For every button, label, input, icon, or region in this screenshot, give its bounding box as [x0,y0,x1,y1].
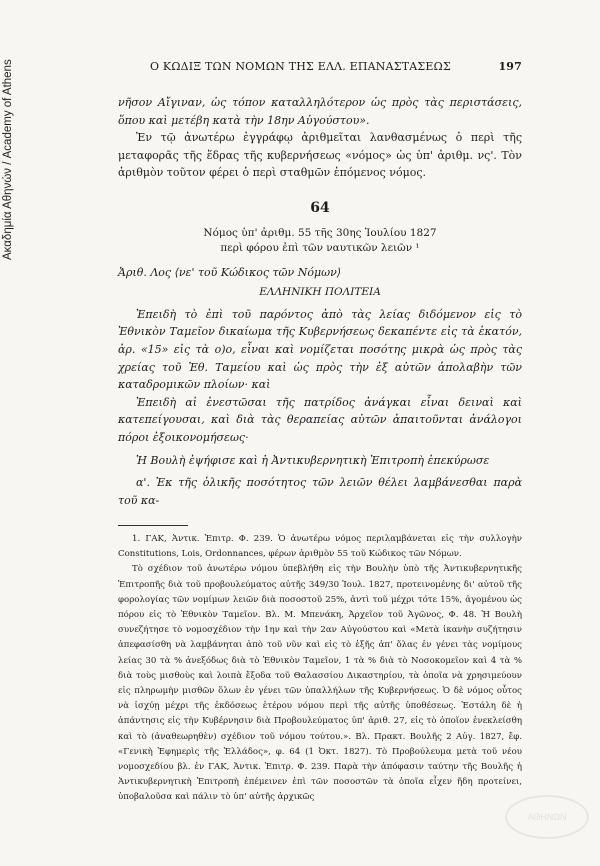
running-header-title: Ο ΚΩΔΙΞ ΤΩΝ ΝΟΜΩΝ ΤΗΣ ΕΛΛ. ΕΠΑΝΑΣΤΑΣΕΩΣ [150,60,451,73]
footnote-continuation: Τὸ σχέδιον τοῦ ἀνωτέρω νόμου ὑπεβλήθη εἰς τὴν Βουλὴν ὑπὸ τῆς Ἀντικυβερνητικῆς Ἐπιτροπῆς διὰ τοῦ προβουλεύματος αὐτῆς 349/30 Ἰουλ. 1827, προτεινομένης δι' αὐτοῦ τῆς φορολογίας τῶν νομίμων λειῶν διὰ ποσοστοῦ 25%, ἀντὶ τοῦ μέχρι τότε 15%, ἀγομένου ὡς πόρου εἰς τὸ Ἐθνικὸν Ταμεῖον. Βλ. Μ. Μπενάκη, Ἀρχεῖον τοῦ Ἀγῶνος, Φ. 48. Ἡ Βουλὴ συνεζήτησε τὸ νομοσχέδιον τὴν 1ην καὶ τὴν 2αν Αὐγούστου καὶ «Μετὰ ἱκανὴν συζήτησιν ἀπεφασίσθη νὰ λαμβάνηται ἀπὸ τοῦ νῦν καὶ εἰς τὸ ἑξῆς ἀπ' ὅλας ἐν γένει τὰς νομίμους λείας 30 τὰ % ἀνεξόδως διὰ τὸ Ἐθνικὸν Ταμεῖον, 1 τὰ % διὰ τὸ Νοσοκομεῖον καὶ 4 τὰ % διὰ τοὺς μισθοὺς καὶ λοιπὰ ἔξοδα τοῦ Θαλασσίου Δικαστηρίου, τὰ ὁποῖα νὰ χρησιμεύουν εἰς πληρωμὴν μισθῶν ὅλων ἐν γένει τῶν ὑπαλλήλων τῆς Κυβερνήσεως. Ὁ δὲ νόμος οὗτος νὰ ἰσχύῃ μέχρι τῆς ἐκδόσεως ἑτέρου νόμου περὶ τῆς αὐτῆς ὑποθέσεως. Ἐστάλη δὲ ἡ ἀπάντησις εἰς τὴν Κυβέρνησιν διὰ Προβουλεύματος ὑπ' ἀριθ. 27, εἰς τὸ ὁποῖον ἐνεκλείσθη καὶ τὸ (ἀναθεωρηθὲν) σχέδιον τοῦ νόμου τούτου.». Βλ. Πρακτ. Βουλῆς 2 Αὐγ. 1827, ἔφ. «Γενικὴ Ἐφημερὶς τῆς Ἑλλάδος», φ. 64 (1 Ὀκτ. 1827). Τὸ Προβούλευμα μετὰ τοῦ νέου νομοσχεδίου βλ. ἐν ΓΑΚ, Ἀντικ. Ἐπιτρ. Φ. 239. Παρὰ τὴν ἀπόφασιν ταύτην τῆς Βουλῆς ἡ Ἀντικυβερνητικὴ Ἐπιτροπὴ ἐπέμεινεν ἐπὶ τῶν ποσοστῶν τὰ ὁποῖα εἶχεν ἤδη προτείνει, ὑποβαλοῦσα καὶ πάλιν τὸ ὑπ' αὐτῆς ἀρχικῶς [118,564,522,803]
archive-watermark-label: Ακαδημία Αθηνών / Academy of Athens [2,59,14,260]
law-paragraph-2: Ἐπειδὴ αἱ ἐνεστῶσαι τῆς πατρίδος ἀνάγκαι εἶναι δειναὶ καὶ κατεπείγουσαι, καὶ διὰ τὰς θεραπείας αὐτῶν ἀπαιτοῦνται ἀνάλογοι πόροι ἐξοικονομήσεως· [118,395,522,444]
footnote-divider [118,525,188,526]
law-heading: Νόμος ὑπ' ἀριθμ. 55 τῆς 30ης Ἰουλίου 1827 [203,226,437,239]
footnotes [118,532,522,806]
law-subheading: περὶ φόρου ἐπὶ τῶν ναυτικῶν λειῶν ¹ [220,241,420,254]
law-number: 64 [310,199,330,216]
law-article-a: α'. Ἐκ τῆς ὁλικῆς ποσότητος τῶν λειῶν θέλει λαμβάνεσθαι παρὰ τοῦ κα- [118,476,522,507]
page-number: 197 [498,60,522,73]
footnote-1: 1. ΓΑΚ, Ἀντικ. Ἐπιτρ. Φ. 239. Ὁ ἀνωτέρω νόμος περιλαμβάνεται εἰς τὴν συλλογὴν Constitutions, Lois, Ordonnances, φέρων ἀριθμὸν 55 τοῦ Κώδικος τῶν Νόμων. [118,534,522,560]
main-text [118,94,522,509]
library-stamp: ΑΘΗΝΩΝ [505,795,589,839]
intro-paragraph: Ἐν τῷ ἀνωτέρω ἐγγράφῳ ἀριθμεῖται λανθασμένως ὁ περὶ τῆς μεταφορᾶς τῆς ἕδρας τῆς κυβερνήσεως «νόμος» ὡς ὑπ' ἀριθμ. νς'. Τὸν ἀριθμὸν τοῦτον φέρει ὁ περὶ σταθμῶν ἑπόμενος νόμος. [118,131,522,180]
law-enactment: Ἡ Βουλὴ ἐψήφισε καὶ ἡ Ἀντικυβερνητικὴ Ἐπιτροπὴ ἐπεκύρωσε [136,453,490,467]
law-paragraph-1: Ἐπειδὴ τὸ ἐπὶ τοῦ παρόντος ἀπὸ τὰς λείας διδόμενον εἰς τὸ Ἐθνικὸν Ταμεῖον δικαίωμα τῆς Κυβερνήσεως δεκαπέντε εἰς τὰ ἑκατόν, ἀρ. «15» εἰς τὰ ο)ο, εἶναι καὶ νομίζεται ποσότης μικρὰ ὡς πρὸς τὰς χρείας τοῦ Ἐθ. Ταμείου καὶ ὡς πρὸς τὴν ἐξ αὐτῶν ἀπολαβὴν τῶν καταδρομικῶν πλοίων· καὶ [118,307,522,392]
law-arith-line: Ἀριθ. Λος ⟨νε' τοῦ Κώδικος τῶν Νόμων⟩ [118,265,342,279]
polity-title: ΕΛΛΗΝΙΚΗ ΠΟΛΙΤΕΙΑ [259,286,381,299]
intro-quote-end: νῆσον Αἴγιναν, ὡς τόπον καταλληλότερον ὡς πρὸς τὰς περιστάσεις, ὅπου καὶ μετέβη κατὰ τὴν 18ην Αὐγούστου». [118,96,522,127]
